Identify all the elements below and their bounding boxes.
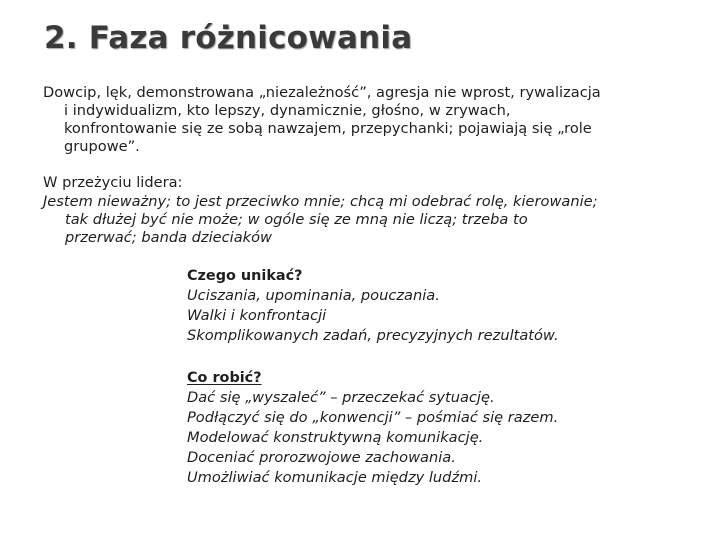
avoid-heading: Czego unikać? [187,268,303,284]
intro-line: i indywidualizm, kto lepszy, dynamicznie, głośno, w zrywach, [64,102,511,119]
leader-label [43,174,683,192]
leader-quote-line: Jestem nieważny; to jest przeciwko mnie; chcą mi odebrać rolę, kierowanie; [43,193,598,210]
leader-quote [43,193,683,247]
todo-item: Umożliwiać komunikacje między ludźmi. [187,469,483,486]
intro-paragraph [43,84,683,156]
todo-item: Podłączyć się do „konwencji” – pośmiać się razem. [187,409,559,426]
todo-section [187,368,657,488]
intro-line: grupowe”. [64,138,140,155]
leader-quote-line: tak dłużej być nie może; w ogóle się ze mną nie liczą; trzeba to [65,211,528,228]
avoid-item: Walki i konfrontacji [187,307,327,324]
avoid-item: Uciszania, upominania, pouczania. [187,287,440,304]
todo-item: Doceniać prorozwojowe zachowania. [187,449,456,466]
avoid-item: Skomplikowanych zadań, precyzyjnych rezultatów. [187,327,559,344]
todo-heading: Co robić? [187,370,262,386]
leader-label-text: W przeżyciu lidera: [43,174,183,191]
intro-line: Dowcip, lęk, demonstrowana „niezależność”, agresja nie wprost, rywalizacja [43,84,601,101]
intro-line: konfrontowanie się ze sobą nawzajem, przepychanki; pojawiają się „role [64,120,592,137]
slide-title: 2. Faza różnicowania [44,20,413,56]
todo-item: Dać się „wyszaleć” – przeczekać sytuację. [187,389,495,406]
todo-item: Modelować konstruktywną komunikację. [187,429,484,446]
leader-quote-line: przerwać; banda dzieciaków [65,229,272,246]
avoid-section [187,266,657,346]
